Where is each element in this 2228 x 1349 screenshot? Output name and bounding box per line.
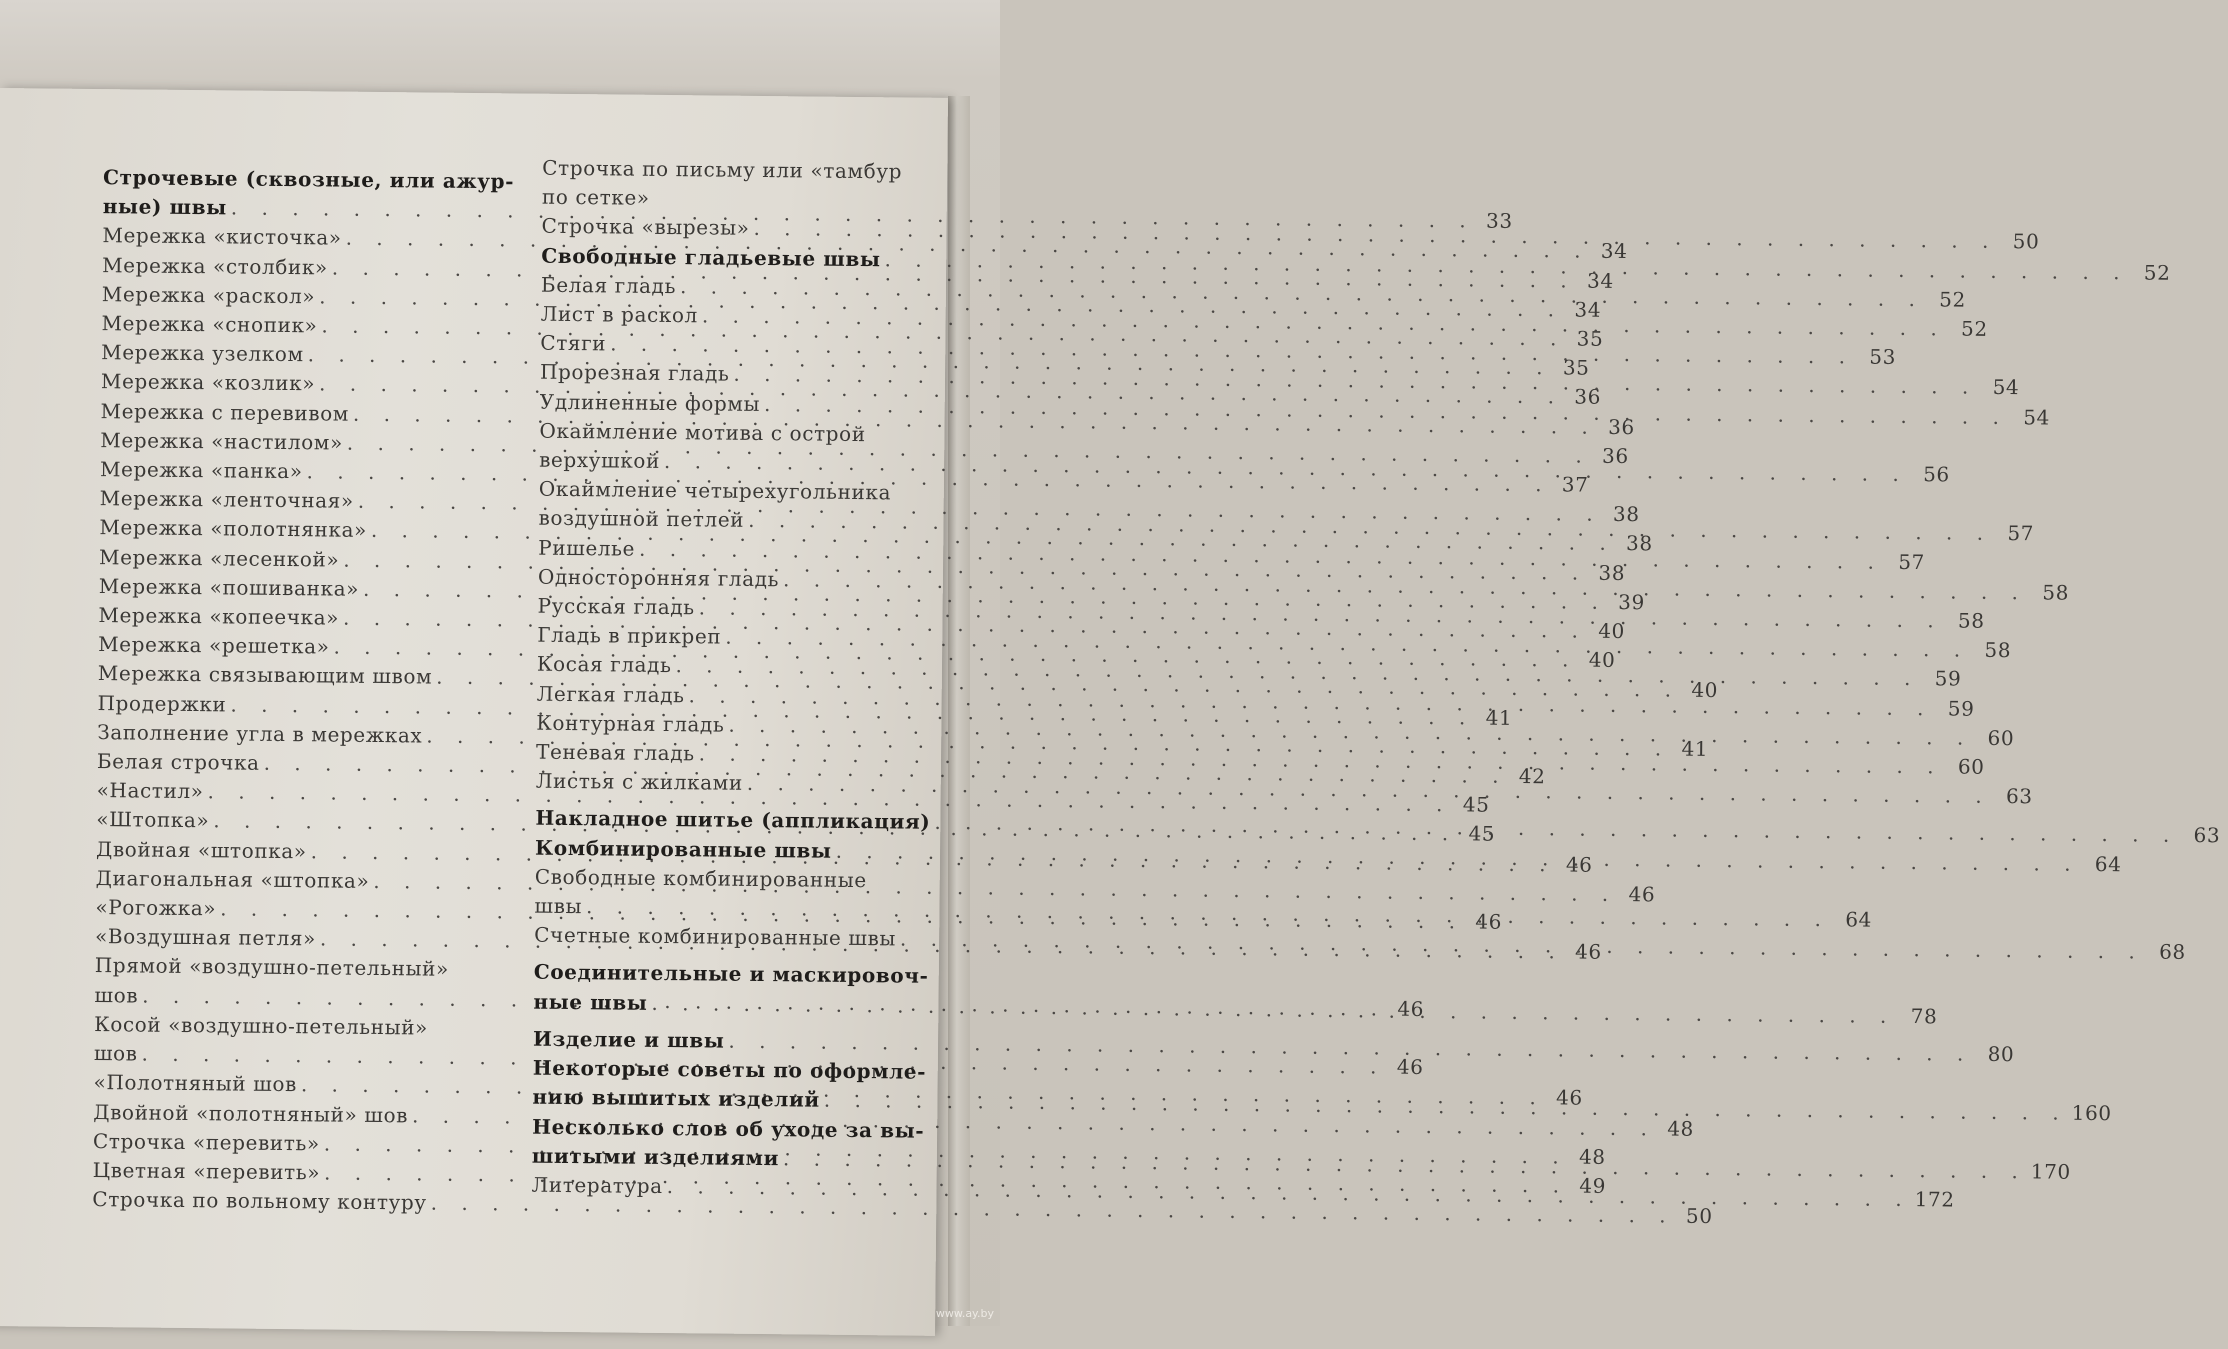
page-number: 46: [1555, 1085, 1583, 1110]
toc-entry-title: Окаймление четырехугольника: [538, 476, 892, 505]
toc-entry-title: «Воздушная петля»: [94, 924, 317, 951]
toc-entry-title: Мережка с перевивом: [100, 398, 350, 426]
page-number: 46: [1397, 996, 1425, 1021]
toc-entry-title: ные) швы: [102, 194, 227, 220]
toc-entry-line: [539, 416, 929, 449]
toc-entry-title: Мережка «решетка»: [98, 632, 330, 659]
toc-entry-title: Строчевые (сквозные, или ажур-: [102, 165, 515, 194]
toc-entry-title: Мережка «пошиванка»: [98, 573, 360, 601]
page-number: 36: [1601, 443, 1629, 468]
toc-entry-line: [102, 163, 515, 196]
toc-entry-title: шитыми изделиями: [531, 1143, 780, 1170]
toc-entry-title: Строчка «перевить»: [92, 1128, 320, 1156]
page-number: 38: [1625, 531, 1653, 556]
toc-entry-title: воздушной петлей: [538, 506, 745, 533]
page-number: 39: [1618, 589, 1646, 615]
page-number: 42: [1518, 764, 1546, 789]
page-number: 36: [1574, 384, 1602, 410]
toc-entry-title: Мережка связывающим швом: [97, 661, 433, 690]
page-number: 50: [2012, 229, 2040, 254]
page-number: 34: [1574, 297, 1602, 322]
toc-entry-line: [94, 1010, 474, 1043]
toc-entry-title: Косой «воздушно-петельный»: [94, 1011, 429, 1040]
page-number: 63: [2005, 784, 2033, 809]
watermark: www.ay.by: [935, 1307, 994, 1320]
page-number: 80: [1987, 1041, 2015, 1067]
page-number: 52: [2143, 260, 2171, 285]
page-number: 35: [1562, 355, 1590, 380]
page-number: 160: [2071, 1101, 2112, 1126]
toc-entry-title: Литература: [531, 1172, 663, 1198]
page-number: 53: [1869, 344, 1897, 370]
page-number: 60: [1987, 725, 2015, 750]
toc-entry-title: Гладь в прикреп: [537, 622, 722, 649]
toc-entry-title: Прорезная гладь: [539, 360, 730, 387]
page-number: 46: [1565, 852, 1593, 877]
toc-entry-line: [95, 952, 475, 985]
toc-entry-title: «Настил»: [96, 778, 204, 804]
page-number: 57: [1898, 549, 1926, 574]
toc-entry-title: Строчка «вырезы»: [541, 214, 750, 241]
page-number: 58: [1984, 638, 2012, 663]
toc-entry-title: Продержки: [97, 690, 227, 717]
toc-entry-title: Косая гладь: [536, 652, 672, 678]
page-number: 34: [1600, 239, 1628, 264]
page-number: 52: [1960, 316, 1988, 341]
page-number: 52: [1939, 287, 1967, 312]
page-number: 54: [2023, 404, 2051, 430]
page-number: 40: [1691, 678, 1719, 703]
toc-entry-line: [533, 958, 929, 991]
toc-entry-title: Стяги: [540, 330, 607, 356]
toc-entry-line: [532, 1054, 927, 1087]
toc-entry-title: Строчка по вольному контуру: [92, 1187, 427, 1215]
page-number: 36: [1608, 414, 1635, 439]
page-number: 78: [1910, 1003, 1938, 1029]
toc-entry-title: Соединительные и маскировоч-: [533, 960, 929, 989]
page-number: 40: [1598, 618, 1626, 644]
toc-entry-title: Мережка «снопик»: [101, 311, 318, 338]
toc-entry-title: Мережка «копеечка»: [98, 603, 340, 630]
toc-entry-title: Несколько слов об уходе за вы-: [532, 1114, 925, 1143]
page-number: 38: [1598, 560, 1626, 585]
toc-entry-title: «Рогожка»: [95, 895, 217, 921]
toc-entry-title: Мережка «панка»: [99, 457, 303, 484]
toc-entry-title: «Штопка»: [96, 807, 210, 833]
toc-entry-title: Комбинированные швы: [534, 835, 832, 863]
page-number: 54: [1992, 375, 2020, 400]
page-number: 63: [2193, 823, 2221, 848]
toc-entry-title: Мережка «козлик»: [100, 369, 316, 396]
toc-entry-title: Двойная «штопка»: [95, 836, 307, 863]
page-number: 58: [1957, 608, 1985, 633]
toc-entry-title: Лист в раскол: [540, 301, 699, 328]
toc-entry-title: Двойной «полотняный» шов: [93, 1099, 409, 1127]
page-number: 40: [1588, 647, 1616, 673]
page-number: 45: [1462, 792, 1490, 817]
toc-entry-line: [532, 1112, 925, 1145]
page-number: 46: [1574, 939, 1602, 965]
toc-entry: [542, 154, 933, 216]
toc-entry-title: верхушкой: [539, 447, 661, 473]
page-number: 50: [1685, 1203, 1713, 1229]
toc-entry-line: [535, 863, 925, 896]
toc-entry-line: [542, 183, 932, 216]
page-number: 41: [1485, 705, 1513, 730]
toc-entry-title: Теневая гладь: [535, 739, 695, 766]
page-number: 45: [1468, 821, 1496, 847]
toc-entry-title: Некоторые советы по оформле-: [532, 1055, 927, 1084]
toc-entry-title: швы: [534, 893, 583, 919]
toc-entry-title: Белая строчка: [96, 749, 260, 775]
page-number: 170: [2030, 1159, 2071, 1184]
toc-entry-title: «Полотняный шов: [93, 1070, 298, 1097]
toc-entry-title: нию вышитых изделий: [532, 1084, 820, 1112]
page-number: 172: [1914, 1187, 1955, 1212]
toc-entry-title: Мережка «кисточка»: [102, 223, 342, 250]
toc-entry-title: Удлиненные формы: [539, 389, 761, 416]
toc-entry-title: Русская гладь: [537, 593, 695, 620]
page-number: 35: [1576, 326, 1604, 351]
page-number: 64: [1845, 907, 1873, 932]
toc-entry-title: Контурная гладь: [536, 710, 725, 737]
page-number: 59: [1947, 696, 1975, 721]
toc-entry-title: Диагональная «штопка»: [95, 865, 370, 893]
toc-entry-title: Заполнение угла в мережках: [97, 719, 423, 748]
toc-entry-title: Мережка узелком: [101, 340, 304, 367]
page-number: 46: [1628, 881, 1656, 907]
page-number: 60: [1957, 754, 1985, 779]
page-number: 59: [1934, 666, 1962, 692]
toc-entry-title: Мережка «раскол»: [101, 281, 316, 309]
page-number: 56: [1923, 462, 1950, 487]
leader-dots: [651, 989, 1895, 1031]
page-number: 58: [2042, 580, 2070, 605]
toc-entry-title: ные швы: [533, 989, 648, 1015]
toc-entry-title: Мережка «настилом»: [100, 427, 343, 455]
toc-entry-title: Накладное шитье (аппликация): [535, 806, 931, 835]
toc-entry-title: Мережка «столбик»: [102, 252, 328, 280]
toc-entry-title: Односторонняя гладь: [537, 564, 780, 592]
toc-entry-title: Счетные комбинированные швы: [534, 922, 897, 951]
toc-entry-title: Цветная «перевить»: [92, 1157, 321, 1185]
toc-entry-title: шов: [93, 1041, 138, 1066]
toc-entry-title: Мережка «ленточная»: [99, 486, 354, 513]
page-number: 38: [1612, 502, 1640, 527]
page-number: 64: [2094, 851, 2122, 876]
toc-entry-title: Мережка «полотнянка»: [99, 515, 368, 543]
page-number: 34: [1586, 268, 1614, 293]
toc-entry-title: Легкая гладь: [536, 681, 685, 707]
page-number: 46: [1396, 1054, 1424, 1080]
toc-entry-title: Ришелье: [538, 535, 636, 561]
toc-entry-title: Изделие и швы: [532, 1026, 725, 1053]
page-number: 49: [1579, 1173, 1607, 1198]
page-number: 37: [1561, 472, 1589, 497]
page-number: 46: [1475, 909, 1503, 934]
toc-entry-title: Строчка по письму или «тамбур: [542, 155, 903, 184]
toc-entry-title: Окаймление мотива с острой: [539, 418, 866, 446]
toc-entry-line: [539, 475, 929, 508]
toc-entry-title: шов: [94, 982, 139, 1008]
page-number: 57: [2007, 521, 2035, 546]
toc-entry-line: [542, 154, 932, 187]
toc-entry-title: по сетке»: [541, 184, 650, 211]
page-number: 68: [2159, 939, 2186, 965]
toc-entry-title: Листья с жилками: [535, 768, 743, 796]
toc-entry-title: Прямой «воздушно-петельный»: [94, 953, 450, 982]
toc-entry-title: Белая гладь: [540, 272, 677, 298]
page-number: 48: [1578, 1144, 1606, 1169]
toc-entry-title: Мережка «лесенкой»: [98, 544, 340, 572]
page-number: 48: [1667, 1116, 1695, 1141]
page-number: 41: [1681, 736, 1709, 761]
toc-entry-title: Свободные комбинированные: [534, 864, 867, 892]
toc-entry-title: Свободные гладьевые швы: [541, 243, 881, 271]
page-number: 33: [1485, 208, 1513, 234]
